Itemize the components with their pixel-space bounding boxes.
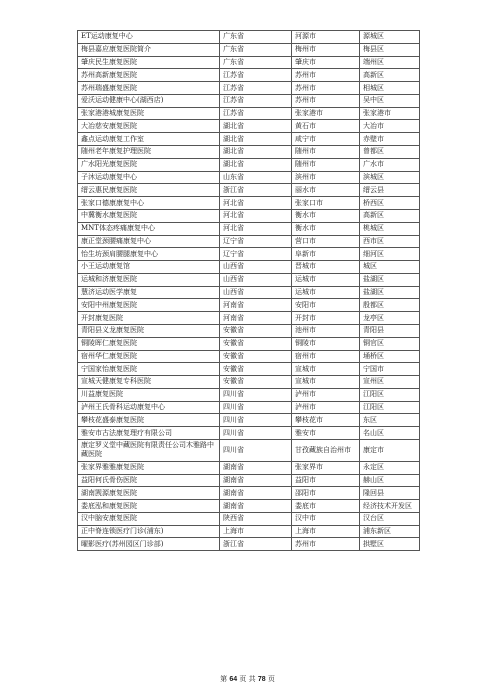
city-cell: 苏州市 [292,94,360,107]
province-cell: 江苏省 [220,107,292,120]
table-row [78,107,420,120]
page-footer [0,674,495,684]
province-cell: 河北省 [220,209,292,222]
city-cell: 营口市 [292,235,360,248]
province-cell: 安徽省 [220,324,292,337]
province-cell: 安徽省 [220,376,292,389]
footer-suffix: 页 [267,675,275,683]
table-row [78,235,420,248]
province-cell: 河北省 [220,197,292,210]
province-cell: 河北省 [220,222,292,235]
district-cell: 汉台区 [360,512,420,525]
province-cell: 辽宁省 [220,235,292,248]
district-cell: 西市区 [360,235,420,248]
institution-name-cell: 康正堂颈腰痛康复中心 [78,235,220,248]
district-cell: 梅县区 [360,43,420,56]
institution-name-cell: 安阳中州康复医院 [78,299,220,312]
district-cell: 相城区 [360,82,420,95]
province-cell: 山西省 [220,261,292,274]
district-cell: 名山区 [360,427,420,440]
table-row [78,197,420,210]
table-row [78,69,420,82]
table-row [78,487,420,500]
district-cell: 源城区 [360,31,420,44]
institution-name-cell: 康定罗义堂中藏医院有限责任公司木雅路中藏医院 [78,440,220,462]
city-cell: 运城市 [292,286,360,299]
district-cell: 铜官区 [360,337,420,350]
institution-name-cell: 肇庆民生康复医院 [78,56,220,69]
table-row [78,133,420,146]
city-cell: 苏州市 [292,69,360,82]
institution-name-cell: 川益康复医院 [78,388,220,401]
province-cell: 湖南省 [220,487,292,500]
institution-name-cell: 泸州王氏骨科运动康复中心 [78,401,220,414]
institution-name-cell: 曜影医疗(苏州园区门诊部) [78,538,220,551]
table-row [78,474,420,487]
institution-name-cell: 铜陵晖仁康复医院 [78,337,220,350]
institution-name-cell: 开封康复医院 [78,312,220,325]
institution-name-cell: 正中脊连锁医疗门诊(浦东) [78,525,220,538]
district-cell: 浦东新区 [360,525,420,538]
province-cell: 浙江省 [220,538,292,551]
district-cell: 吴中区 [360,94,420,107]
province-cell: 上海市 [220,525,292,538]
institution-name-cell: 广水阳光康复医院 [78,158,220,171]
table-row [78,388,420,401]
district-cell: 城区 [360,261,420,274]
institution-name-cell: 攀枝花盛泰康复医院 [78,414,220,427]
table-row [78,209,420,222]
province-cell: 山东省 [220,171,292,184]
table-row [78,414,420,427]
province-cell: 安徽省 [220,337,292,350]
district-cell: 康定市 [360,440,420,462]
table-row [78,363,420,376]
province-cell: 河南省 [220,299,292,312]
institution-name-cell: 青阳县义龙康复医院 [78,324,220,337]
institution-name-cell: 雅安市古法康复理疗有限公司 [78,427,220,440]
institution-table [77,30,420,551]
province-cell: 四川省 [220,401,292,414]
province-cell: 浙江省 [220,184,292,197]
table-row [78,184,420,197]
table-row [78,261,420,274]
institution-name-cell: 湖南觊源康复医院 [78,487,220,500]
district-cell: 桥西区 [360,197,420,210]
table-row [78,222,420,235]
city-cell: 张家港市 [292,107,360,120]
city-cell: 晋城市 [292,261,360,274]
city-cell: 苏州市 [292,538,360,551]
table-row [78,461,420,474]
province-cell: 辽宁省 [220,248,292,261]
footer-prefix: 第 [220,675,228,683]
table-row [78,538,420,551]
institution-name-cell: 缙云惠民康复医院 [78,184,220,197]
city-cell: 娄底市 [292,500,360,513]
institution-name-cell: 怡生坊颈肩腰腿康复中心 [78,248,220,261]
institution-name-cell: 中冀衡水康复医院 [78,209,220,222]
district-cell: 拱墅区 [360,538,420,551]
city-cell: 梅州市 [292,43,360,56]
table-row [78,427,420,440]
table-row [78,312,420,325]
city-cell: 滨州市 [292,171,360,184]
table-row [78,350,420,363]
table-row [78,299,420,312]
table-row [78,324,420,337]
table-row [78,500,420,513]
district-cell: 殷都区 [360,299,420,312]
footer-total-pages: 78 [257,676,266,683]
city-cell: 肇庆市 [292,56,360,69]
city-cell: 攀枝花市 [292,414,360,427]
district-cell: 青阳县 [360,324,420,337]
table-row [78,525,420,538]
district-cell: 埇桥区 [360,350,420,363]
institution-name-cell: ET运动康复中心 [78,31,220,44]
province-cell: 陕西省 [220,512,292,525]
province-cell: 湖北省 [220,120,292,133]
district-cell: 龙亭区 [360,312,420,325]
district-cell: 经济技术开发区 [360,500,420,513]
district-cell: 盐湖区 [360,273,420,286]
city-cell: 甘孜藏族自治州市 [292,440,360,462]
city-cell: 宣城市 [292,376,360,389]
district-cell: 隆回县 [360,487,420,500]
institution-name-cell: 宣城天健康复专科医院 [78,376,220,389]
province-cell: 四川省 [220,440,292,462]
district-cell: 宁国市 [360,363,420,376]
province-cell: 广东省 [220,56,292,69]
province-cell: 湖北省 [220,133,292,146]
table-row [78,248,420,261]
province-cell: 江苏省 [220,69,292,82]
city-cell: 雅安市 [292,427,360,440]
institution-name-cell: 汉中脑安康复医院 [78,512,220,525]
province-cell: 四川省 [220,427,292,440]
table-row [78,512,420,525]
city-cell: 咸宁市 [292,133,360,146]
city-cell: 宿州市 [292,350,360,363]
table-row [78,31,420,44]
institution-name-cell: 宁国家怡康复医院 [78,363,220,376]
city-cell: 黄石市 [292,120,360,133]
footer-page-number: 64 [229,676,238,683]
table-row [78,120,420,133]
district-cell: 江阳区 [360,388,420,401]
institution-name-cell: 张家口德康康复中心 [78,197,220,210]
table-row [78,43,420,56]
institution-name-cell: 随州老年康复护理医院 [78,146,220,159]
footer-mid: 页 共 [239,675,256,683]
city-cell: 铜陵市 [292,337,360,350]
city-cell: 邵阳市 [292,487,360,500]
province-cell: 山西省 [220,273,292,286]
province-cell: 江苏省 [220,82,292,95]
province-cell: 安徽省 [220,350,292,363]
city-cell: 随州市 [292,158,360,171]
province-cell: 山西省 [220,286,292,299]
district-cell: 永定区 [360,461,420,474]
table-row [78,286,420,299]
table-row [78,337,420,350]
city-cell: 张家口市 [292,197,360,210]
institution-name-cell: 梅县嘉应康复医院简介 [78,43,220,56]
district-cell: 东区 [360,414,420,427]
district-cell: 高新区 [360,69,420,82]
table-row [78,401,420,414]
institution-name-cell: 子沐运动康复中心 [78,171,220,184]
table-row [78,171,420,184]
city-cell: 益阳市 [292,474,360,487]
district-cell: 宣州区 [360,376,420,389]
institution-name-cell: 慧济运动医学康复 [78,286,220,299]
district-cell: 大冶市 [360,120,420,133]
province-cell: 四川省 [220,388,292,401]
institution-name-cell: 运城和济康复医院 [78,273,220,286]
city-cell: 上海市 [292,525,360,538]
city-cell: 苏州市 [292,82,360,95]
district-cell: 广水市 [360,158,420,171]
district-cell: 桃城区 [360,222,420,235]
city-cell: 汉中市 [292,512,360,525]
city-cell: 随州市 [292,146,360,159]
table-body [78,31,420,551]
province-cell: 湖北省 [220,146,292,159]
institution-name-cell: 爱沃运动健康中心(湖西店) [78,94,220,107]
table-row [78,376,420,389]
city-cell: 宣城市 [292,363,360,376]
province-cell: 河南省 [220,312,292,325]
province-cell: 湖南省 [220,474,292,487]
institution-name-cell: 苏州瑞盛康复医院 [78,82,220,95]
city-cell: 安阳市 [292,299,360,312]
district-cell: 滨城区 [360,171,420,184]
table-row [78,158,420,171]
district-cell: 江阳区 [360,401,420,414]
district-cell: 赫山区 [360,474,420,487]
province-cell: 广东省 [220,31,292,44]
institution-name-cell: 宿州华仁康复医院 [78,350,220,363]
institution-name-cell: 益阳何氏骨伤医院 [78,474,220,487]
city-cell: 泸州市 [292,401,360,414]
city-cell: 河源市 [292,31,360,44]
province-cell: 广东省 [220,43,292,56]
table-row [78,94,420,107]
city-cell: 池州市 [292,324,360,337]
table-row [78,440,420,462]
city-cell: 运城市 [292,273,360,286]
city-cell: 衡水市 [292,222,360,235]
city-cell: 张家界市 [292,461,360,474]
province-cell: 江苏省 [220,94,292,107]
province-cell: 湖北省 [220,158,292,171]
table-row [78,56,420,69]
institution-name-cell: 鑫点运动康复工作室 [78,133,220,146]
table-row [78,82,420,95]
city-cell: 泸州市 [292,388,360,401]
institution-name-cell: MNT体态疼痛康复中心 [78,222,220,235]
province-cell: 四川省 [220,414,292,427]
district-cell: 曾都区 [360,146,420,159]
city-cell: 阜新市 [292,248,360,261]
institution-name-cell: 娄底泓和康复医院 [78,500,220,513]
city-cell: 丽水市 [292,184,360,197]
province-cell: 湖南省 [220,500,292,513]
institution-name-cell: 小王运动康复馆 [78,261,220,274]
district-cell: 赤壁市 [360,133,420,146]
institution-name-cell: 大冶慈安康复医院 [78,120,220,133]
district-cell: 缙云县 [360,184,420,197]
institution-name-cell: 张家港港城康复医院 [78,107,220,120]
district-cell: 张家港市 [360,107,420,120]
district-cell: 盐湖区 [360,286,420,299]
city-cell: 开封市 [292,312,360,325]
institution-name-cell: 张家界雅雅康复医院 [78,461,220,474]
district-cell: 高新区 [360,209,420,222]
province-cell: 湖南省 [220,461,292,474]
table-row [78,273,420,286]
city-cell: 衡水市 [292,209,360,222]
province-cell: 安徽省 [220,363,292,376]
district-cell: 细河区 [360,248,420,261]
district-cell: 端州区 [360,56,420,69]
institution-name-cell: 苏州高新康复医院 [78,69,220,82]
table-row [78,146,420,159]
